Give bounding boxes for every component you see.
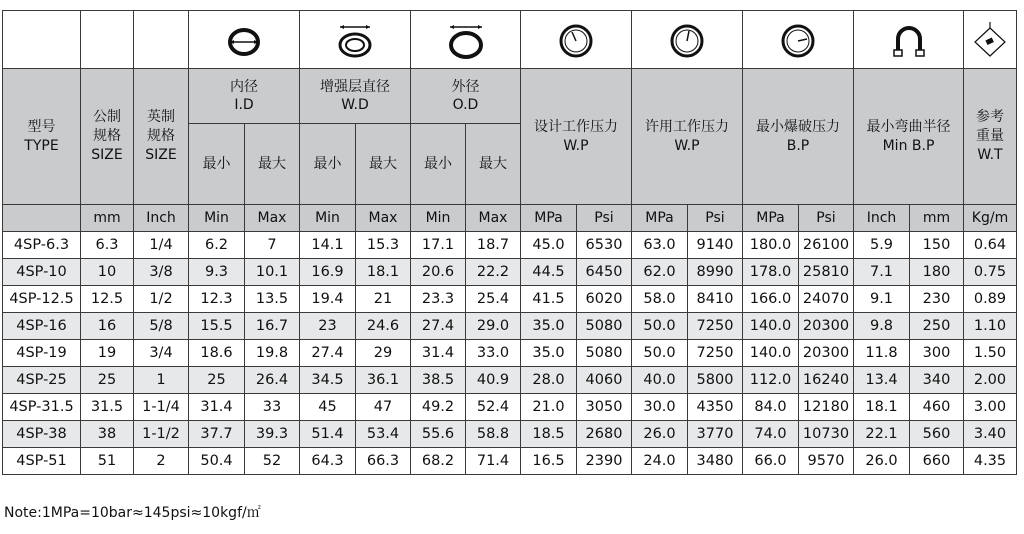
id-min-header: 最小 xyxy=(189,124,245,205)
table-row xyxy=(3,367,1017,394)
value-cell: 66.0 xyxy=(743,448,799,475)
value-cell: 2.00 xyxy=(964,367,1017,394)
value-cell: 20300 xyxy=(799,340,854,367)
value-cell: 50.0 xyxy=(632,340,688,367)
value-cell: 38.5 xyxy=(411,367,466,394)
value-cell: 6.2 xyxy=(189,232,245,259)
value-cell: 26100 xyxy=(799,232,854,259)
blank-cell xyxy=(81,11,134,69)
unit-cell: MPa xyxy=(743,205,799,232)
type-header: 型号 TYPE xyxy=(3,69,81,205)
model-cell: 4SP-19 xyxy=(3,340,81,367)
value-cell: 26.4 xyxy=(245,367,300,394)
value-cell: 7250 xyxy=(688,313,743,340)
value-cell: 4060 xyxy=(577,367,632,394)
value-cell: 230 xyxy=(910,286,964,313)
inch-size-header: 英制 规格 SIZE xyxy=(134,69,189,205)
value-cell: 340 xyxy=(910,367,964,394)
value-cell: 33.0 xyxy=(466,340,521,367)
value-cell: 5/8 xyxy=(134,313,189,340)
value-cell: 7.1 xyxy=(854,259,910,286)
od-min-header: 最小 xyxy=(411,124,466,205)
value-cell: 1-1/2 xyxy=(134,421,189,448)
value-cell: 24.6 xyxy=(356,313,411,340)
value-cell: 22.1 xyxy=(854,421,910,448)
unit-cell: Max xyxy=(356,205,411,232)
outer-diameter-icon xyxy=(411,11,521,69)
permissible-pressure-gauge-icon xyxy=(632,11,743,69)
value-cell: 36.1 xyxy=(356,367,411,394)
value-cell: 5.9 xyxy=(854,232,910,259)
spec-table-wrapper xyxy=(2,10,1017,475)
value-cell: 24070 xyxy=(799,286,854,313)
wd-max-header: 最大 xyxy=(356,124,411,205)
value-cell: 3050 xyxy=(577,394,632,421)
value-cell: 33 xyxy=(245,394,300,421)
value-cell: 3.40 xyxy=(964,421,1017,448)
table-row xyxy=(3,232,1017,259)
blank-cell xyxy=(134,11,189,69)
unit-cell: MPa xyxy=(521,205,577,232)
value-cell: 38 xyxy=(81,421,134,448)
value-cell: 25.4 xyxy=(466,286,521,313)
unit-cell: MPa xyxy=(632,205,688,232)
value-cell: 18.5 xyxy=(521,421,577,448)
value-cell: 9570 xyxy=(799,448,854,475)
value-cell: 45.0 xyxy=(521,232,577,259)
unit-cell: mm xyxy=(81,205,134,232)
value-cell: 39.3 xyxy=(245,421,300,448)
value-cell: 9.8 xyxy=(854,313,910,340)
value-cell: 180.0 xyxy=(743,232,799,259)
table-row xyxy=(3,286,1017,313)
value-cell: 49.2 xyxy=(411,394,466,421)
value-cell: 4.35 xyxy=(964,448,1017,475)
value-cell: 18.1 xyxy=(356,259,411,286)
unit-cell: Psi xyxy=(799,205,854,232)
value-cell: 6020 xyxy=(577,286,632,313)
model-cell: 4SP-25 xyxy=(3,367,81,394)
value-cell: 35.0 xyxy=(521,313,577,340)
value-cell: 50.0 xyxy=(632,313,688,340)
value-cell: 52 xyxy=(245,448,300,475)
value-cell: 9.3 xyxy=(189,259,245,286)
value-cell: 4350 xyxy=(688,394,743,421)
value-cell: 3/4 xyxy=(134,340,189,367)
value-cell: 19.4 xyxy=(300,286,356,313)
value-cell: 29 xyxy=(356,340,411,367)
nominal-size-header: 公制 规格 SIZE xyxy=(81,69,134,205)
unit-cell: Min xyxy=(300,205,356,232)
value-cell: 26.0 xyxy=(632,421,688,448)
working-pressure-gauge-icon xyxy=(521,11,632,69)
value-cell: 0.89 xyxy=(964,286,1017,313)
value-cell: 34.5 xyxy=(300,367,356,394)
value-cell: 20.6 xyxy=(411,259,466,286)
value-cell: 11.8 xyxy=(854,340,910,367)
value-cell: 66.3 xyxy=(356,448,411,475)
value-cell: 51.4 xyxy=(300,421,356,448)
value-cell: 10730 xyxy=(799,421,854,448)
value-cell: 62.0 xyxy=(632,259,688,286)
value-cell: 27.4 xyxy=(411,313,466,340)
unit-cell: Max xyxy=(466,205,521,232)
value-cell: 13.5 xyxy=(245,286,300,313)
unit-cell: Inch xyxy=(854,205,910,232)
value-cell: 3/8 xyxy=(134,259,189,286)
inner-diameter-icon xyxy=(189,11,300,69)
value-cell: 40.0 xyxy=(632,367,688,394)
value-cell: 1.50 xyxy=(964,340,1017,367)
value-cell: 140.0 xyxy=(743,340,799,367)
burst-pressure-header: 最小爆破压力 B.P xyxy=(743,69,854,205)
value-cell: 12180 xyxy=(799,394,854,421)
value-cell: 52.4 xyxy=(466,394,521,421)
unit-cell: Kg/m xyxy=(964,205,1017,232)
value-cell: 19.8 xyxy=(245,340,300,367)
value-cell: 29.0 xyxy=(466,313,521,340)
value-cell: 16.7 xyxy=(245,313,300,340)
value-cell: 71.4 xyxy=(466,448,521,475)
value-cell: 112.0 xyxy=(743,367,799,394)
wire-diameter-header: 增强层直径 W.D xyxy=(300,69,411,124)
value-cell: 44.5 xyxy=(521,259,577,286)
value-cell: 300 xyxy=(910,340,964,367)
value-cell: 47 xyxy=(356,394,411,421)
value-cell: 16.9 xyxy=(300,259,356,286)
value-cell: 12.3 xyxy=(189,286,245,313)
value-cell: 25 xyxy=(81,367,134,394)
value-cell: 17.1 xyxy=(411,232,466,259)
value-cell: 6.3 xyxy=(81,232,134,259)
value-cell: 1/4 xyxy=(134,232,189,259)
value-cell: 1.10 xyxy=(964,313,1017,340)
value-cell: 40.9 xyxy=(466,367,521,394)
working-pressure-header: 设计工作压力 W.P xyxy=(521,69,632,205)
value-cell: 15.3 xyxy=(356,232,411,259)
value-cell: 23 xyxy=(300,313,356,340)
value-cell: 14.1 xyxy=(300,232,356,259)
value-cell: 16.5 xyxy=(521,448,577,475)
model-cell: 4SP-16 xyxy=(3,313,81,340)
value-cell: 660 xyxy=(910,448,964,475)
value-cell: 3480 xyxy=(688,448,743,475)
value-cell: 31.5 xyxy=(81,394,134,421)
value-cell: 5080 xyxy=(577,340,632,367)
spec-table-body xyxy=(3,232,1017,475)
value-cell: 2680 xyxy=(577,421,632,448)
unit-cell: mm xyxy=(910,205,964,232)
outer-diameter-header: 外径 O.D xyxy=(411,69,521,124)
weight-icon xyxy=(964,11,1017,69)
model-cell: 4SP-31.5 xyxy=(3,394,81,421)
value-cell: 74.0 xyxy=(743,421,799,448)
od-max-header: 最大 xyxy=(466,124,521,205)
conversion-note: Note:1MPa=10bar≈145psi≈10kgf/㎡ xyxy=(4,505,261,521)
value-cell: 45 xyxy=(300,394,356,421)
bend-radius-icon xyxy=(854,11,964,69)
table-row xyxy=(3,259,1017,286)
value-cell: 55.6 xyxy=(411,421,466,448)
unit-cell: Max xyxy=(245,205,300,232)
reinforcement-diameter-icon xyxy=(300,11,411,69)
value-cell: 0.75 xyxy=(964,259,1017,286)
value-cell: 7250 xyxy=(688,340,743,367)
unit-cell: Inch xyxy=(134,205,189,232)
value-cell: 2390 xyxy=(577,448,632,475)
value-cell: 18.1 xyxy=(854,394,910,421)
value-cell: 178.0 xyxy=(743,259,799,286)
model-cell: 4SP-12.5 xyxy=(3,286,81,313)
value-cell: 16 xyxy=(81,313,134,340)
value-cell: 84.0 xyxy=(743,394,799,421)
value-cell: 5080 xyxy=(577,313,632,340)
value-cell: 68.2 xyxy=(411,448,466,475)
table-row xyxy=(3,394,1017,421)
value-cell: 3770 xyxy=(688,421,743,448)
value-cell: 24.0 xyxy=(632,448,688,475)
value-cell: 2 xyxy=(134,448,189,475)
table-row xyxy=(3,448,1017,475)
value-cell: 8990 xyxy=(688,259,743,286)
model-cell: 4SP-51 xyxy=(3,448,81,475)
value-cell: 25810 xyxy=(799,259,854,286)
value-cell: 12.5 xyxy=(81,286,134,313)
model-cell: 4SP-10 xyxy=(3,259,81,286)
value-cell: 58.0 xyxy=(632,286,688,313)
hose-spec-table xyxy=(2,10,1017,475)
bend-radius-header: 最小弯曲半径 Min B.P xyxy=(854,69,964,205)
value-cell: 27.4 xyxy=(300,340,356,367)
value-cell: 6450 xyxy=(577,259,632,286)
value-cell: 1 xyxy=(134,367,189,394)
table-row xyxy=(3,421,1017,448)
value-cell: 18.7 xyxy=(466,232,521,259)
unit-cell: Min xyxy=(411,205,466,232)
value-cell: 21 xyxy=(356,286,411,313)
id-max-header: 最大 xyxy=(245,124,300,205)
table-row xyxy=(3,313,1017,340)
model-cell: 4SP-38 xyxy=(3,421,81,448)
value-cell: 31.4 xyxy=(189,394,245,421)
value-cell: 21.0 xyxy=(521,394,577,421)
inner-diameter-header: 内径 I.D xyxy=(189,69,300,124)
value-cell: 25 xyxy=(189,367,245,394)
value-cell: 6530 xyxy=(577,232,632,259)
value-cell: 37.7 xyxy=(189,421,245,448)
value-cell: 41.5 xyxy=(521,286,577,313)
permissible-pressure-header: 许用工作压力 W.P xyxy=(632,69,743,205)
value-cell: 28.0 xyxy=(521,367,577,394)
value-cell: 3.00 xyxy=(964,394,1017,421)
unit-cell: Psi xyxy=(688,205,743,232)
table-row xyxy=(3,340,1017,367)
value-cell: 15.5 xyxy=(189,313,245,340)
value-cell: 1/2 xyxy=(134,286,189,313)
value-cell: 7 xyxy=(245,232,300,259)
value-cell: 0.64 xyxy=(964,232,1017,259)
value-cell: 560 xyxy=(910,421,964,448)
wd-min-header: 最小 xyxy=(300,124,356,205)
value-cell: 460 xyxy=(910,394,964,421)
value-cell: 64.3 xyxy=(300,448,356,475)
value-cell: 63.0 xyxy=(632,232,688,259)
value-cell: 180 xyxy=(910,259,964,286)
value-cell: 31.4 xyxy=(411,340,466,367)
weight-header: 参考 重量 W.T xyxy=(964,69,1017,205)
blank-cell xyxy=(3,11,81,69)
units-row xyxy=(3,205,1017,232)
value-cell: 10.1 xyxy=(245,259,300,286)
value-cell: 8410 xyxy=(688,286,743,313)
value-cell: 20300 xyxy=(799,313,854,340)
value-cell: 250 xyxy=(910,313,964,340)
value-cell: 19 xyxy=(81,340,134,367)
value-cell: 30.0 xyxy=(632,394,688,421)
value-cell: 50.4 xyxy=(189,448,245,475)
value-cell: 5800 xyxy=(688,367,743,394)
value-cell: 26.0 xyxy=(854,448,910,475)
value-cell: 9140 xyxy=(688,232,743,259)
value-cell: 58.8 xyxy=(466,421,521,448)
value-cell: 166.0 xyxy=(743,286,799,313)
unit-cell: Min xyxy=(189,205,245,232)
unit-cell-blank xyxy=(3,205,81,232)
value-cell: 53.4 xyxy=(356,421,411,448)
value-cell: 22.2 xyxy=(466,259,521,286)
value-cell: 35.0 xyxy=(521,340,577,367)
model-cell: 4SP-6.3 xyxy=(3,232,81,259)
value-cell: 13.4 xyxy=(854,367,910,394)
value-cell: 18.6 xyxy=(189,340,245,367)
value-cell: 150 xyxy=(910,232,964,259)
value-cell: 10 xyxy=(81,259,134,286)
unit-cell: Psi xyxy=(577,205,632,232)
value-cell: 1-1/4 xyxy=(134,394,189,421)
value-cell: 51 xyxy=(81,448,134,475)
value-cell: 16240 xyxy=(799,367,854,394)
value-cell: 140.0 xyxy=(743,313,799,340)
value-cell: 9.1 xyxy=(854,286,910,313)
icon-row xyxy=(3,11,1017,69)
header-row-1 xyxy=(3,69,1017,124)
value-cell: 23.3 xyxy=(411,286,466,313)
burst-pressure-gauge-icon xyxy=(743,11,854,69)
